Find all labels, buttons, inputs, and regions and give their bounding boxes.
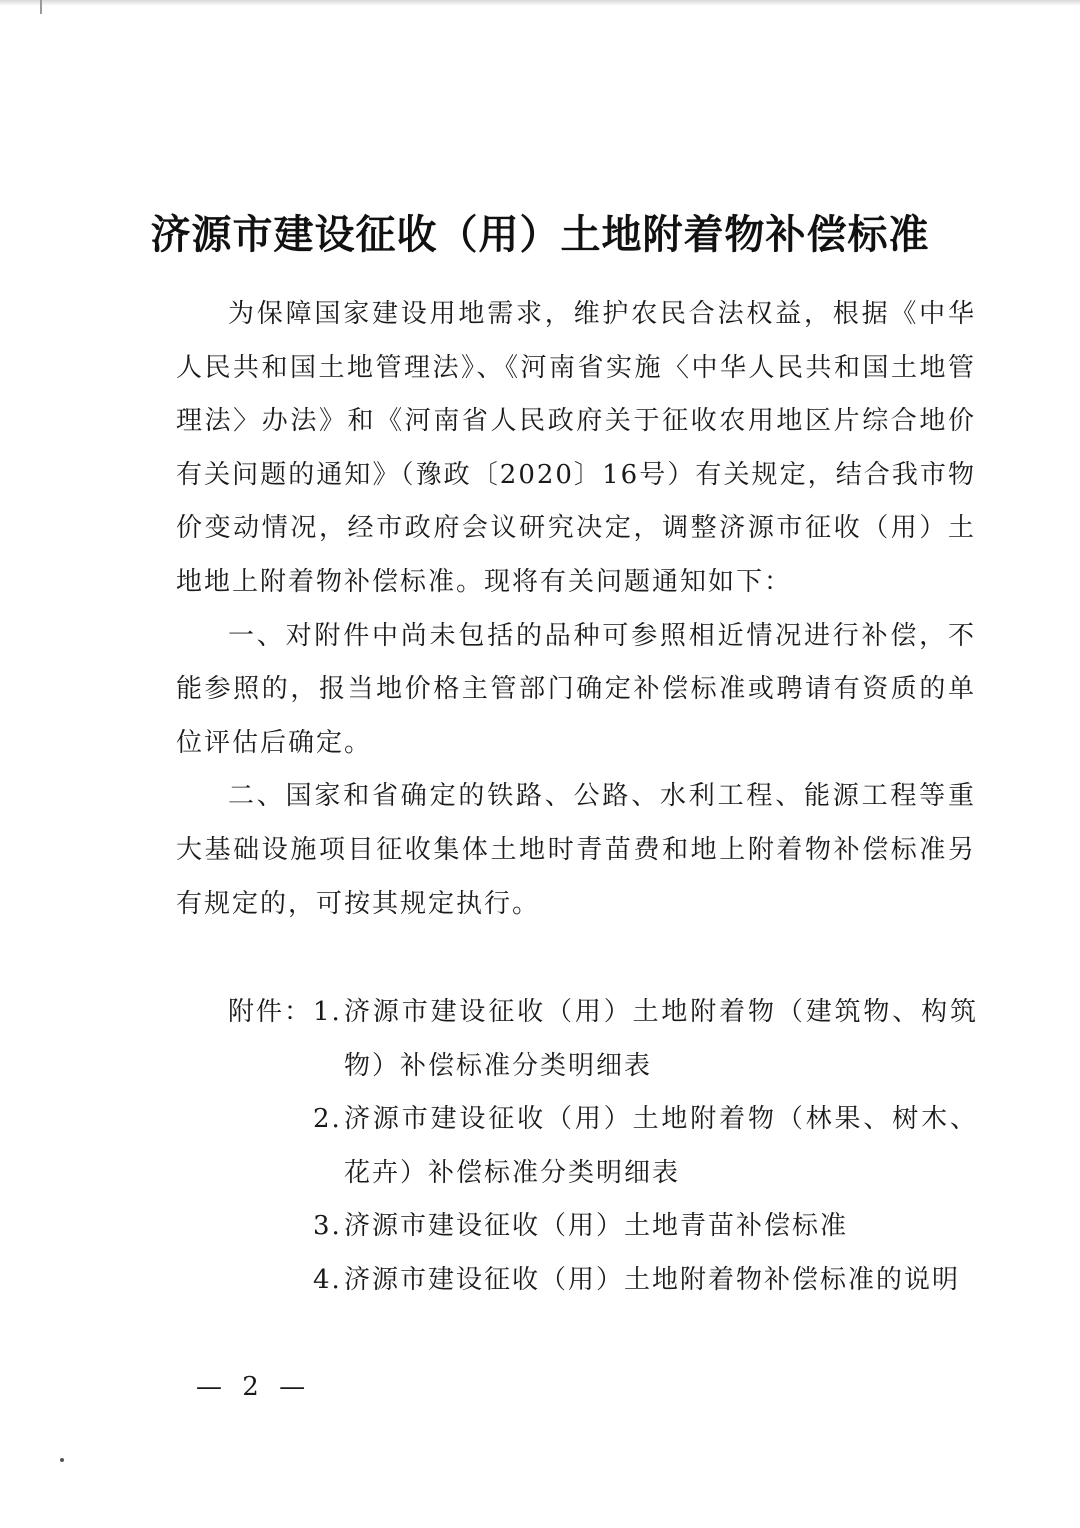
scan-mark — [40, 0, 42, 14]
page-number: — 2 — — [196, 1372, 312, 1402]
attachment-title: 济源市建设征收（用）土地附着物补偿标准的说明 — [344, 1264, 961, 1295]
attachments-label: 附件： — [228, 997, 313, 1027]
attachments-list — [313, 986, 978, 1308]
attachment-number: 3. — [313, 1211, 342, 1242]
attachment-title: 济源市建设征收（用）土地附着物（林果、树木、花卉）补偿标准分类明细表 — [344, 1104, 978, 1188]
clause-two-paragraph: 二、国家和省确定的铁路、公路、水利工程、能源工程等重大基础设施项目征收集体土地时青苗费和地上附着物补偿标准另有规定的，可按其规定执行。 — [176, 781, 976, 919]
scan-edge — [0, 0, 1080, 6]
attachment-number: 2. — [313, 1104, 342, 1135]
attachment-item — [313, 1254, 978, 1308]
attachment-number: 4. — [313, 1264, 342, 1295]
attachment-item — [313, 986, 978, 1093]
attachment-item — [313, 1200, 978, 1254]
clause-one-paragraph: 一、对附件中尚未包括的品种可参照相近情况进行补偿，不能参照的，报当地价格主管部门确定补偿标准或聘请有资质的单位评估后确定。 — [176, 620, 976, 758]
attachment-item — [313, 1093, 978, 1200]
document-title: 济源市建设征收（用）土地附着物补偿标准 — [150, 210, 930, 258]
scan-speck — [60, 1458, 64, 1462]
attachment-number: 1. — [313, 997, 342, 1027]
attachment-title: 济源市建设征收（用）土地青苗补偿标准 — [344, 1211, 849, 1242]
document-body — [176, 288, 976, 931]
intro-paragraph: 为保障国家建设用地需求，维护农民合法权益，根据《中华人民共和国土地管理法》、《河南省实施〈中华人民共和国土地管理法〉办法》和《河南省人民政府关于征收农用地区片综合地价有关问题的通知》（豫政〔2020〕16号）有关规定，结合我市物价变动情况，经市政府会议研究决定，调整济源市征收（用）土地地上附着物补偿标准。现将有关问题通知如下： — [176, 299, 976, 597]
attachment-title: 济源市建设征收（用）土地附着物（建筑物、构筑物）补偿标准分类明细表 — [344, 997, 978, 1081]
